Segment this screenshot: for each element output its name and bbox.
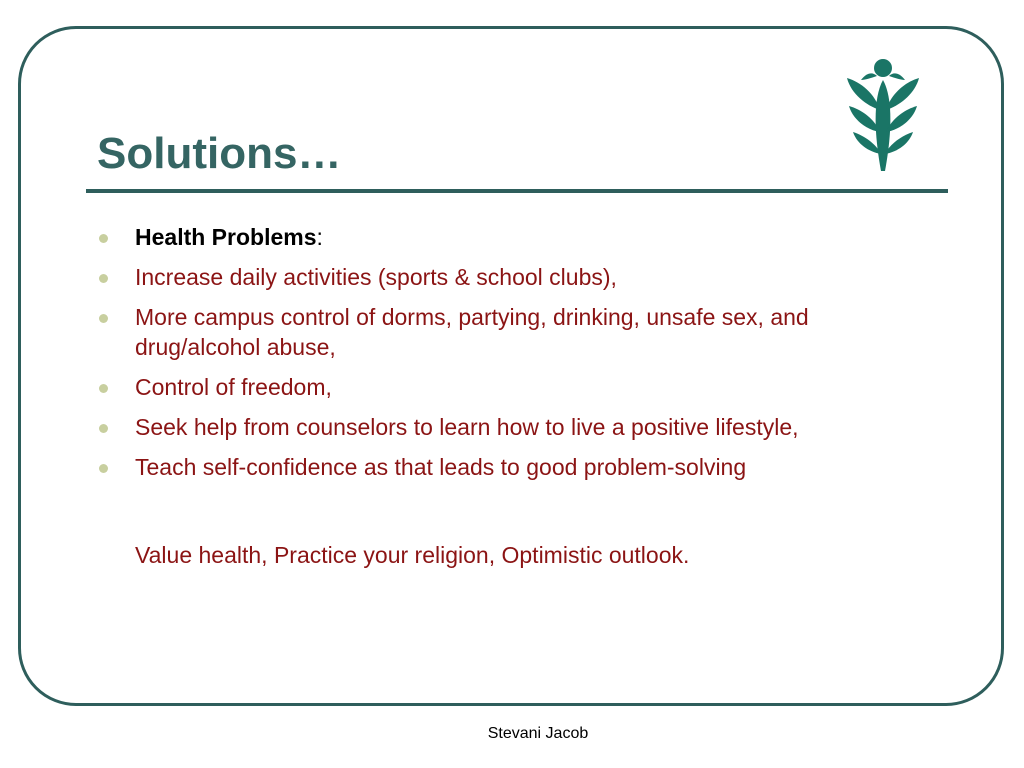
bullet-text: Teach self-confidence as that leads to good problem-solving [135,454,747,480]
slide-title: Solutions… [97,129,342,178]
bullet-dot-icon [99,274,108,283]
bullet-dot-icon [99,464,108,473]
footer-author: Stevani Jacob [487,725,589,742]
bullet-item [99,262,929,292]
bullet-list [99,222,929,492]
leaf-person-logo-icon [843,58,921,174]
bullet-text: Control of freedom, [135,374,332,400]
bullet-heading-colon: : [316,224,323,250]
bullet-item [99,452,929,482]
bullet-dot-icon [99,424,108,433]
bullet-dot-icon [99,384,108,393]
bullet-item [99,302,929,362]
bullet-text: Seek help from counselors to learn how to live a positive lifestyle, [135,414,799,440]
continuation-text: Value health, Practice your religion, Optimistic outlook. [135,542,690,568]
bullet-text: More campus control of dorms, partying, drinking, unsafe sex, and drug/alcohol abuse, [135,304,809,360]
bullet-item [99,412,929,442]
bullet-dot-icon [99,234,108,243]
bullet-dot-icon [99,314,108,323]
bullet-item-health-problems [99,222,929,252]
bullet-text: Increase daily activities (sports & school clubs), [135,264,617,290]
bullet-heading-label: Health Problems [135,224,317,250]
bullet-item [99,372,929,402]
title-underline [86,189,948,193]
